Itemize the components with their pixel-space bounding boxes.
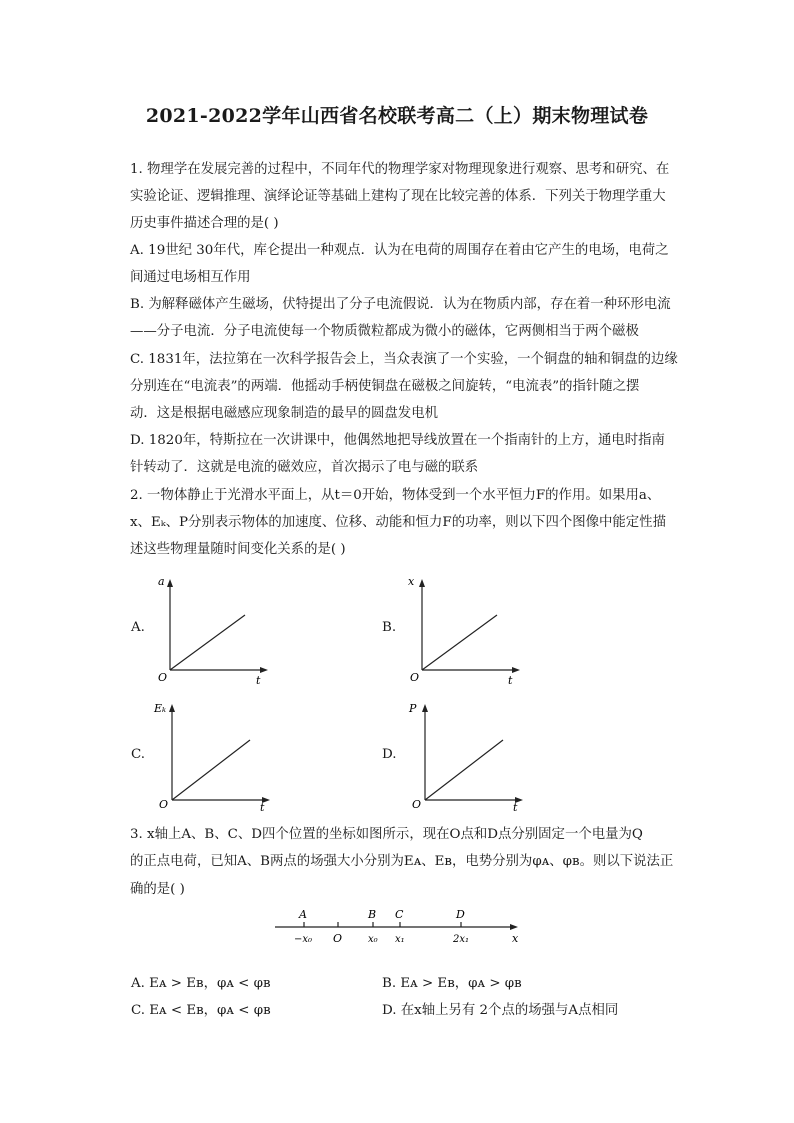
q3-point-d-coord: 2x₁ (453, 934, 470, 945)
q3-point-b-name: B (368, 908, 377, 921)
q3-option-c: C. Eᴀ < Eʙ，φᴀ < φʙ (131, 1003, 271, 1018)
q2-graph-b-y-label: x (408, 575, 415, 588)
q2-option-d-label: D. (382, 747, 397, 762)
q2-graph-c-x-label: t (260, 801, 265, 814)
q1-option-c-line-3: 动．这是根据电磁感应现象制造的最早的圆盘发电机 (130, 406, 438, 421)
q1-option-a-line-2: 间通过电场相互作用 (130, 270, 251, 285)
q3-point-c-name: C (395, 908, 404, 921)
q3-stem-line-3: 确的是( ) (130, 882, 185, 897)
q1-option-c-line-1: C. 1831年，法拉第在一次科学报告会上，当众表演了一个实验，一个铜盘的轴和铜盘的边缘 (130, 352, 678, 367)
q3-point-a-name: A (299, 908, 307, 921)
q2-stem-line-1: 2. 一物体静止于光滑水平面上，从t＝0开始，物体受到一个水平恒力F的作用。如果用a、 (130, 488, 661, 503)
q2-option-b-label: B. (382, 620, 397, 635)
q2-stem-line-3: 述这些物理量随时间变化关系的是( ) (130, 542, 346, 557)
q3-stem-line-1: 3. x轴上A、B、C、D四个位置的坐标如图所示，现在O点和D点分别固定一个电量为Q (130, 827, 643, 842)
q2-graph-d (405, 700, 530, 814)
q2-graph-c-origin: O (159, 798, 169, 811)
q3-axis-label: x (512, 932, 519, 945)
q1-option-d-line-1: D. 1820年，特斯拉在一次讲课中，他偶然地把导线放置在一个指南针的上方，通电时指南 (130, 433, 665, 448)
q2-graph-b (402, 575, 527, 685)
q3-option-d: D. 在x轴上另有 2个点的场强与A点相同 (382, 1003, 619, 1018)
q2-graph-d-y-label: P (409, 702, 417, 715)
q3-point-c-coord: x₁ (395, 934, 405, 945)
q3-number-line (270, 900, 530, 950)
q3-point-o-coord: O (333, 932, 343, 945)
q2-graph-a-origin: O (158, 671, 168, 684)
q1-option-d-line-2: 针转动了．这就是电流的磁效应，首次揭示了电与磁的联系 (130, 460, 479, 475)
q3-option-b: B. Eᴀ > Eʙ，φᴀ > φʙ (382, 976, 522, 991)
page-title: 2021-2022学年山西省名校联考高二（上）期末物理试卷 (145, 105, 649, 127)
q2-graph-a-y-label: a (158, 575, 165, 588)
q3-point-d-name: D (456, 908, 465, 921)
q2-graph-b-origin: O (410, 671, 420, 684)
q1-option-b-line-1: B. 为解释磁体产生磁场，伏特提出了分子电流假说．认为在物质内部，存在着一种环形电流 (130, 297, 671, 312)
q2-graph-c (152, 700, 277, 814)
q1-option-a-line-1: A. 19世纪 30年代，库仑提出一种观点．认为在电荷的周围存在着由它产生的电场，电荷之 (130, 243, 669, 258)
q2-option-a-label: A. (131, 620, 145, 635)
q2-graph-c-y-label: Eₖ (154, 702, 167, 715)
q2-graph-d-origin: O (412, 798, 422, 811)
q2-graph-a (150, 575, 275, 685)
q3-point-a-coord: −x₀ (294, 934, 313, 945)
q1-stem-line-2: 实验论证、逻辑推理、演绎论证等基础上建构了现在比较完善的体系．下列关于物理学重大 (130, 189, 666, 204)
q2-graph-b-x-label: t (508, 674, 513, 687)
q2-stem-line-2: x、Eₖ、P分别表示物体的加速度、位移、动能和恒力F的功率，则以下四个图像中能定性描 (130, 515, 666, 530)
q3-point-b-coord: x₀ (368, 934, 378, 945)
q1-option-c-line-2: 分别连在“电流表”的两端．他摇动手柄使铜盘在磁极之间旋转，“电流表”的指针随之摆 (130, 379, 640, 394)
q1-option-b-line-2: ——分子电流．分子电流使每一个物质微粒都成为微小的磁体，它两侧相当于两个磁极 (130, 324, 639, 339)
q2-graph-d-x-label: t (513, 801, 518, 814)
q2-graph-a-x-label: t (256, 674, 261, 687)
q2-option-c-label: C. (131, 747, 146, 762)
q3-option-a: A. Eᴀ > Eʙ，φᴀ < φʙ (131, 976, 271, 991)
q3-stem-line-2: 的正点电荷，已知A、B两点的场强大小分别为Eᴀ、Eʙ，电势分别为φᴀ、φʙ。则以下说法正 (130, 854, 674, 869)
q1-stem-line-3: 历史事件描述合理的是( ) (130, 216, 279, 231)
q1-stem-line-1: 1. 物理学在发展完善的过程中，不同年代的物理学家对物理现象进行观察、思考和研究、在 (130, 162, 670, 177)
